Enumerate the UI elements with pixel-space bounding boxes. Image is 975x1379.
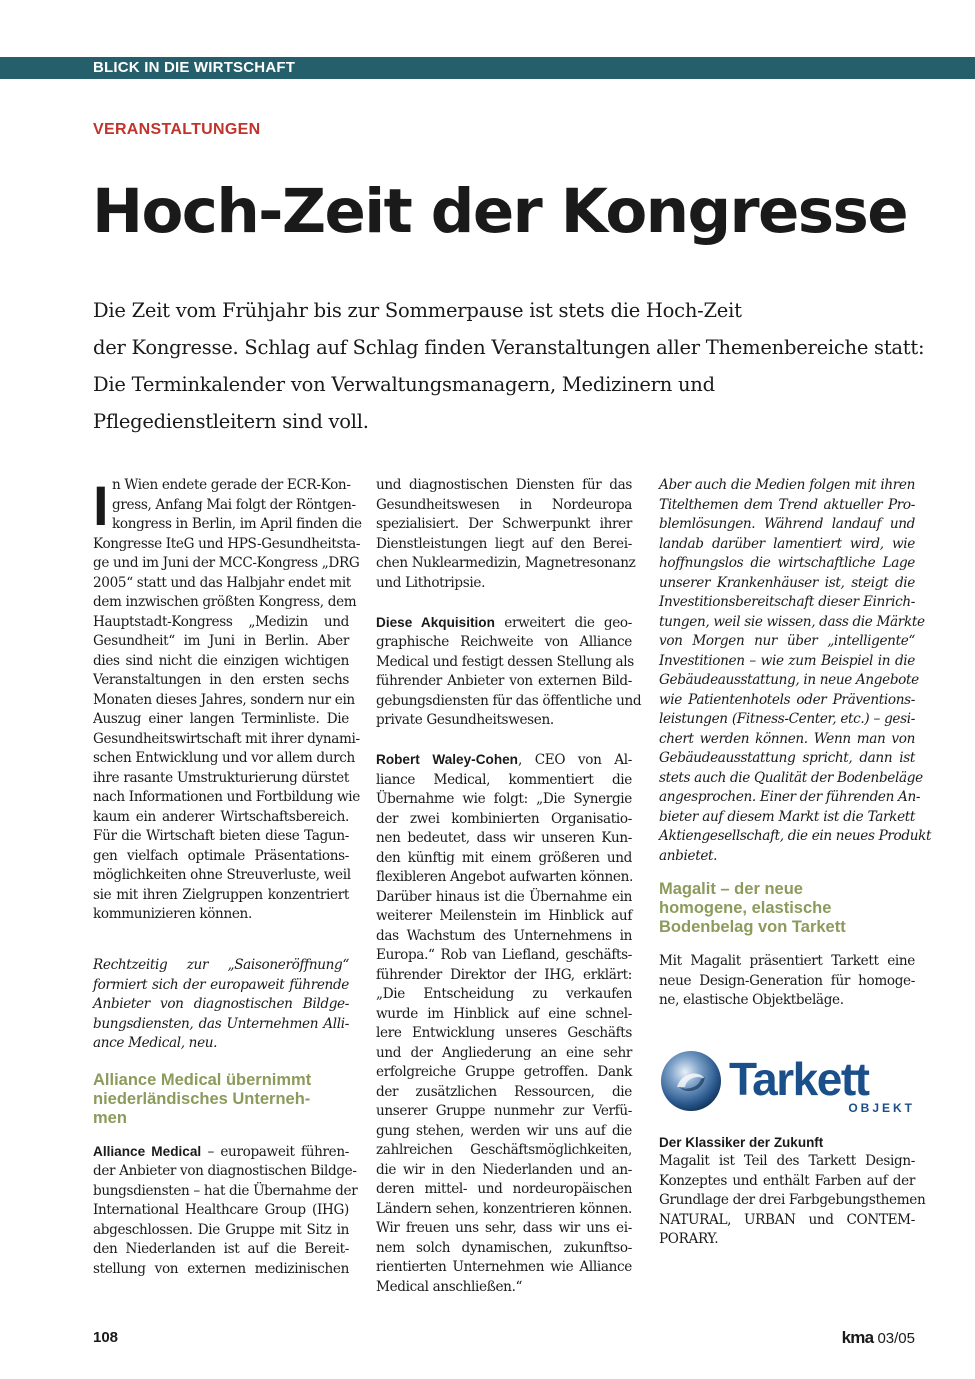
column-2: [376, 476, 642, 1297]
intro-paragraph: [93, 474, 362, 537]
text-line: Ländern sehen, konzentrieren können.: [376, 1200, 632, 1217]
subheading: [659, 880, 915, 937]
column-3: [659, 476, 932, 1250]
body-paragraph: [376, 476, 636, 593]
text-line: spezialisiert. Der Schwerpunkt ihrer: [376, 516, 632, 532]
subheading-line: Alliance Medical übernimmt: [93, 1070, 312, 1089]
paragraph-lead: Diese Akquisition: [376, 614, 495, 630]
column-1: [93, 474, 362, 1279]
text-line: den Niederlanden ist auf die Bereit-: [93, 1241, 349, 1257]
subheading-line: Bodenbelag von Tarkett: [659, 918, 846, 936]
text-line: Gebäudeausstattung spricht, dann ist: [659, 750, 915, 766]
text-line: leistungen (Fitness-Center, etc.) – gesi-: [659, 711, 915, 727]
text-line: abgeschlossen. Die Gruppe mit Sitz in: [93, 1221, 349, 1238]
text-line: erfolgreiche Gruppe getroffen. Dank: [376, 1064, 632, 1080]
paragraph-lead: Alliance Medical: [93, 1143, 202, 1159]
text-fragment: – europaweit führen-: [201, 1143, 349, 1160]
text-line: Veranstaltungen in den ersten sechs: [93, 672, 349, 688]
text-line: und diagnostischen Diensten für das: [376, 477, 632, 493]
text-line: n Wien endete gerade der ECR-Kon-: [112, 477, 351, 493]
text-line: Gesundheit“ im Juni in Berlin. Aber: [93, 633, 349, 649]
text-line: Grundlage der drei Farbgebungsthemen: [659, 1192, 926, 1208]
text-line: Magalit ist Teil des Tarkett Design-: [659, 1153, 915, 1169]
text-line: unserer Gruppe nunmehr zur Verfü-: [376, 1103, 632, 1119]
text-line: weiterer Meilenstein im Hinblick auf: [376, 908, 632, 924]
section-bar: [0, 57, 975, 79]
text-line: Auszug einer langen Terminliste. Die: [93, 711, 349, 727]
text-line: International Healthcare Group (IHG): [93, 1202, 349, 1218]
text-fragment: , CEO von Al-: [517, 752, 632, 768]
text-line: Investitionen – wie zum Beispiel in die: [659, 652, 915, 669]
text-line: dem inzwischen größten Kongress, dem: [93, 594, 357, 610]
text-line: wie Patientenhotels oder Präventions-: [659, 691, 915, 708]
text-line: nach Informationen und Fortbildung wie: [93, 789, 360, 805]
subheading-line: Magalit – der neue: [659, 880, 803, 898]
text-line: stets auch die Qualität der Bodenbeläge: [659, 769, 923, 786]
page-title: Hoch-Zeit der Kongresse: [92, 176, 907, 247]
text-line: stellung von externen medizinischen: [93, 1260, 349, 1277]
text-line: Gesundheitswirtschaft mit ihrer dynami-: [93, 730, 360, 747]
text-line: 2005“ statt und das Halbjahr endet mit: [93, 574, 351, 591]
text-line: führender Anbieter von externen Bild-: [376, 673, 632, 689]
minihead: Der Klassiker der Zukunft: [659, 1134, 824, 1150]
text-line: [376, 750, 632, 771]
text-line: nem solch dynamischen, zukunftso-: [376, 1239, 632, 1256]
text-line: Darüber hinaus ist die Übernahme ein: [376, 888, 632, 905]
body-paragraph: [659, 1133, 926, 1250]
text-line: zahlreichen Geschäftsmöglichkeiten,: [376, 1142, 632, 1158]
text-line: von Morgen nur über „intelligente“: [659, 633, 915, 649]
lead-line: Pflegedienstleitern sind voll.: [93, 410, 369, 433]
text-line: ge und im Juni der MCC-Kongress „DRG: [93, 555, 360, 571]
text-line: und der Angliederung an eine sehr: [376, 1044, 632, 1061]
text-line: bieter auf diesem Markt ist die Tarkett: [659, 808, 915, 825]
text-line: angesprochen. Einer der führenden An-: [659, 789, 921, 805]
text-line: hoffnungslos die wirtschaftliche Lage: [659, 555, 915, 571]
paragraph-lead: Robert Waley-Cohen: [376, 752, 518, 767]
text-line: möglichkeiten ohne Streuverluste, weil: [93, 867, 351, 883]
text-line: gen vielfach optimale Präsentations-: [93, 847, 349, 864]
text-line: „Die Entscheidung zu verkaufen: [376, 986, 632, 1002]
text-line: ne, elastische Objektbeläge.: [659, 992, 844, 1008]
text-line: Aber auch die Medien folgen mit ihren: [659, 477, 915, 493]
text-line: lere Entwicklung unseres Geschäfts: [376, 1025, 632, 1041]
text-line: unserer Krankenhäuser ist, steigt die: [659, 574, 915, 591]
text-line: ance Medical, neu.: [93, 1035, 218, 1051]
text-line: NATURAL, URBAN und CONTEM-: [659, 1211, 915, 1228]
text-line: wurde im Hinblick auf eine schnel-: [376, 1005, 632, 1022]
text-line: Gesundheitswesen in Nordeuropa: [376, 496, 632, 513]
text-line: rientierten Unternehmen wie Alliance: [376, 1259, 632, 1275]
text-line: PORARY.: [659, 1231, 719, 1247]
body-paragraph: [376, 750, 632, 1297]
italic-paragraph: [659, 476, 932, 866]
text-line: Hauptstadt-Kongress „Medizin und: [93, 613, 349, 630]
text-line: Titelthemen dem Trend aktueller Pro-: [659, 496, 915, 513]
text-line: Konzeptes und enthält Farben auf der: [659, 1172, 915, 1189]
text-line: anbietet.: [659, 847, 718, 864]
kicker: VERANSTALTUNGEN: [93, 121, 261, 138]
text-line: nen bedeutet, dass wir unseren Kun-: [376, 830, 632, 846]
text-line: Europa.“ Rob van Liefland, geschäfts-: [376, 947, 632, 963]
text-fragment: erweitert die geo-: [494, 614, 632, 631]
text-line: Übernahme wie folgt: „Die Synergie: [376, 791, 632, 807]
issue-info: [842, 1328, 915, 1348]
text-line: Rechtzeitig zur „Saisoneröffnung“: [93, 957, 349, 973]
text-line: [93, 1142, 349, 1163]
text-line: liance Medical, kommentiert die: [376, 771, 632, 788]
subheading-line: niederländisches Unterneh-: [93, 1089, 311, 1108]
text-line: chen Nuklearmedizin, Magnetresonanz: [376, 555, 636, 571]
text-line: gress, Anfang Mai folgt der Röntgen-: [112, 496, 356, 513]
text-line: neue Design-Generation für homoge-: [659, 972, 915, 989]
text-line: führender Direktor der IHG, erklärt:: [376, 966, 632, 983]
body-paragraph: [659, 952, 915, 1011]
drop-cap: I: [93, 474, 109, 537]
text-line: Medical und festigt dessen Stellung als: [376, 653, 634, 670]
text-line: Für die Wirtschaft bieten diese Tagun-: [93, 828, 349, 844]
lead-line: der Kongresse. Schlag auf Schlag finden Veranstaltungen aller Themenbereiche statt:: [93, 336, 925, 359]
page-number: 108: [93, 1329, 119, 1346]
magazine-brand: kma: [841, 1328, 874, 1347]
text-line: bungsdiensten – hat die Übernahme der: [93, 1182, 358, 1199]
subheading-line: men: [93, 1108, 127, 1127]
text-line: Aktiengesellschaft, die ein neues Produkt: [659, 828, 932, 844]
text-line: der zwei kombinierten Organisatio-: [376, 810, 632, 827]
tarkett-orb-icon: [661, 1051, 721, 1111]
text-line: kommunizieren können.: [93, 906, 252, 922]
text-line: und Lithotripsie.: [376, 574, 486, 591]
subheading-line: homogene, elastische: [659, 899, 832, 917]
logo-brand: Tarkett: [729, 1052, 869, 1105]
text-line: Anbieter von diagnostischen Bildge-: [93, 996, 349, 1012]
text-line: deren mittel- und nordeuropäischen: [376, 1181, 632, 1197]
text-line: gebungsdiensten für das öffentliche und: [376, 692, 642, 709]
italic-intro: [93, 956, 349, 1054]
text-line: kongress in Berlin, im April finden die: [112, 516, 362, 532]
text-line: Mit Magalit präsentiert Tarkett eine: [659, 953, 915, 969]
issue-number: 03/05: [877, 1330, 915, 1347]
text-line: gung stehen, werden wir uns auf die: [376, 1122, 632, 1139]
lead-line: Die Zeit vom Frühjahr bis zur Sommerpause ist stets die Hoch-Zeit: [93, 299, 742, 322]
text-line: Monaten dieses Jahres, sondern nur ein: [93, 691, 355, 708]
logo-sub: OBJEKT: [848, 1100, 915, 1113]
text-line: kaum ein anderer Wirtschaftsbereich.: [93, 808, 349, 825]
text-line: landab darüber lamentiert wird, wie: [659, 535, 915, 552]
text-line: bungsdiensten, das Unternehmen Alli-: [93, 1015, 349, 1032]
body-paragraph: [93, 535, 361, 925]
text-line: tungen, weil sie wissen, dass die Märkte: [659, 613, 925, 630]
text-line: Wir freuen uns sehr, dass wir uns ei-: [376, 1220, 632, 1236]
text-line: dies sind nicht die einzigen wichtigen: [93, 652, 349, 669]
text-line: flexibleren Angebot aufwarten können.: [376, 869, 633, 885]
body-paragraph: [93, 1142, 358, 1280]
body-paragraph: [376, 613, 642, 731]
text-line: ihre rasante Umstrukturierung dürstet: [93, 769, 349, 786]
text-line: der Anbieter von diagnostischen Bildge-: [93, 1163, 357, 1179]
text-line: graphische Reichweite von Alliance: [376, 634, 632, 650]
subheading: [93, 1071, 349, 1128]
text-line: Investitionsbereitschaft dieser Einrich-: [659, 594, 915, 610]
text-line: den künftig mit einem größeren und: [376, 849, 632, 866]
text-line: das Wachstum des Unternehmens in: [376, 927, 632, 944]
text-line: sie mit ihren Zielgruppen konzentriert: [93, 886, 349, 903]
text-line: chert werden können. Wenn man von: [659, 730, 915, 747]
section-label: BLICK IN DIE WIRTSCHAFT: [93, 59, 296, 76]
text-line: Gebäudeausstattung, in neue Angebote: [659, 672, 919, 688]
text-line: blemlösungen. Während landauf und: [659, 516, 915, 532]
tarkett-logo: [659, 1049, 915, 1113]
text-line: schen Entwicklung und vor allem durch: [93, 750, 355, 766]
text-line: Kongresse IteG und HPS-Gesundheitsta-: [93, 535, 361, 552]
text-line: formiert sich der europaweit führende: [93, 976, 349, 993]
text-line: Dienstleistungen liegt auf den Berei-: [376, 535, 632, 552]
text-line: die wir in den Niederlanden und an-: [376, 1161, 632, 1178]
text-line: private Gesundheitswesen.: [376, 712, 554, 728]
text-line: Medical anschließen.“: [376, 1278, 523, 1295]
text-line: [376, 613, 632, 634]
lead-line: Die Terminkalender von Verwaltungsmanagern, Medizinern und: [93, 373, 715, 396]
text-line: der zusätzlichen Ressourcen, die: [376, 1083, 632, 1100]
lead-paragraph: [93, 292, 923, 440]
